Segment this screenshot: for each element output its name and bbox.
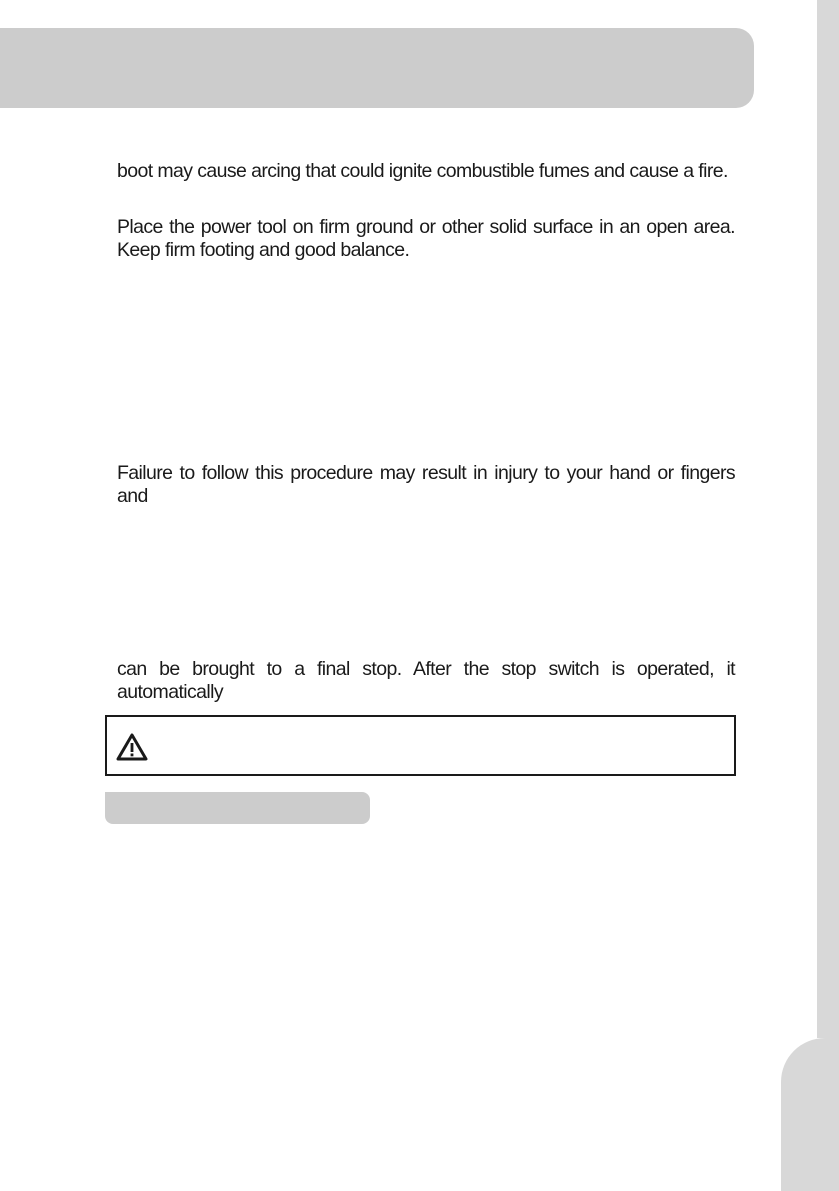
section-heading-bar <box>105 792 370 824</box>
paragraph-firm-ground: Place the power tool on firm ground or other solid surface in an open area. Keep firm footing and good balance. <box>117 216 735 261</box>
paragraph-stop-switch: can be brought to a final stop. After the stop switch is operated, it automatically <box>117 658 735 703</box>
header-banner <box>0 28 754 108</box>
warning-box <box>105 715 736 776</box>
side-tab-corner <box>781 1038 839 1191</box>
side-tab-strip <box>817 0 839 1038</box>
paragraph-injury-warning: Failure to follow this procedure may result in injury to your hand or fingers and <box>117 462 735 507</box>
paragraph-fire-hazard: boot may cause arcing that could ignite combustible fumes and cause a fire. <box>117 160 728 182</box>
warning-triangle-icon <box>115 732 149 762</box>
